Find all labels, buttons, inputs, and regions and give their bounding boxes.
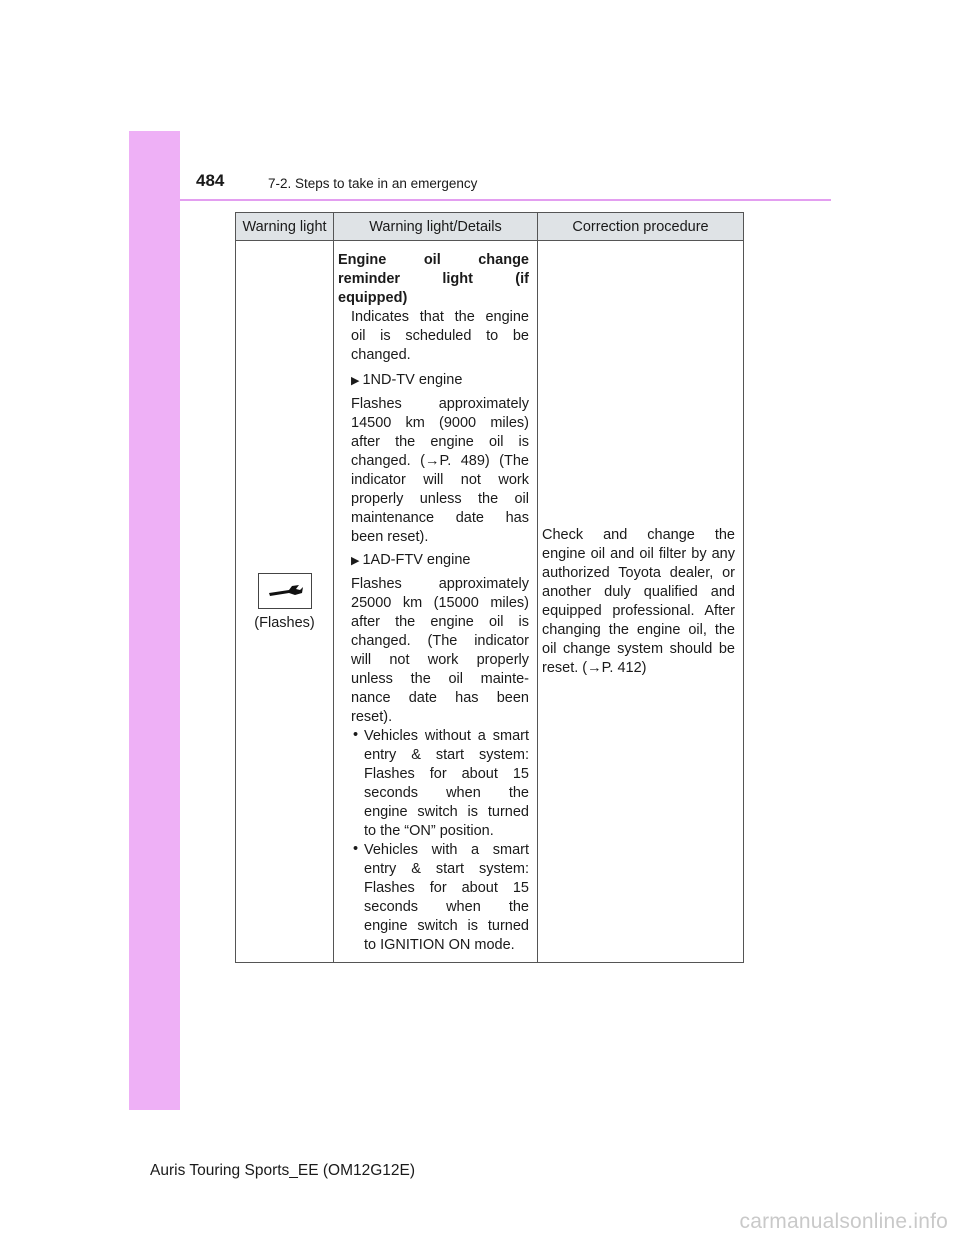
sub1-line: indicator will not work	[351, 472, 529, 488]
sub1-line: changed. (→P. 489) (The	[351, 453, 529, 469]
details-cell	[334, 241, 538, 963]
intro-line: changed.	[351, 347, 411, 363]
table-header-row	[236, 213, 744, 241]
sub1-line: Flashes approximately	[351, 396, 529, 412]
warning-light-table	[235, 212, 744, 963]
bullet-item: • Vehicles without a smart entry & start system: Flashes for about 15 seconds when the engine switch is turned to the “ON” position.	[353, 727, 529, 839]
sub1-line: properly unless the oil	[351, 491, 529, 507]
correction-line: equipped professional. After	[542, 602, 735, 619]
sub2-line: will not work properly	[351, 652, 529, 668]
intro-line: Indicates that the engine	[351, 309, 529, 325]
triangle-icon: ▶	[351, 555, 360, 567]
page-number: 484	[196, 171, 225, 190]
sub2-line: 25000 km (15000 miles)	[351, 595, 529, 611]
engine-subheading: ▶ 1AD-FTV engine	[351, 552, 471, 568]
watermark: carmanualsonline.info	[739, 1210, 948, 1233]
sub1-line: maintenance date has	[351, 510, 529, 526]
correction-line: reset. (→P. 412)	[542, 659, 647, 676]
sub1-line: been reset).	[351, 529, 429, 545]
icon-caption: (Flashes)	[254, 614, 315, 631]
sub2-line: after the engine oil is	[351, 614, 529, 630]
column-header: Correction procedure	[538, 213, 744, 241]
bullet-marker: •	[353, 727, 359, 743]
correction-line: another duly qualified and	[542, 583, 735, 600]
intro-line: oil is scheduled to be	[351, 328, 529, 344]
correction-line: changing the engine oil, the	[542, 621, 735, 638]
bullet-marker: •	[353, 841, 359, 857]
sub2-line: Flashes approximately	[351, 576, 529, 592]
correction-line: Check and change the	[542, 526, 735, 543]
section-title: 7-2. Steps to take in an emergency	[268, 176, 478, 191]
details-title-line: reminder light (if	[338, 271, 529, 287]
engine-subheading: ▶ 1ND-TV engine	[351, 372, 463, 388]
details-title-line: Engine oil change	[338, 252, 529, 268]
details-title-line: equipped)	[338, 290, 408, 306]
correction-line: oil change system should be	[542, 640, 735, 657]
sub2-line: reset).	[351, 709, 393, 725]
header-rule	[180, 199, 831, 201]
triangle-icon: ▶	[351, 375, 360, 387]
sub1-line: 14500 km (9000 miles)	[351, 415, 529, 431]
table-row	[236, 241, 744, 963]
warning-light-cell	[236, 241, 334, 963]
sub1-line: after the engine oil is	[351, 434, 529, 450]
correction-line: authorized Toyota dealer, or	[542, 564, 735, 581]
sub2-line: changed. (The indicator	[351, 633, 529, 649]
correction-line: engine oil and oil filter by any	[542, 545, 735, 562]
sub2-line: unless the oil mainte-	[351, 671, 529, 687]
side-tab	[129, 131, 180, 1110]
footer-title: Auris Touring Sports_EE (OM12G12E)	[150, 1162, 416, 1179]
column-header: Warning light/Details	[334, 213, 538, 241]
column-header: Warning light	[236, 213, 334, 241]
sub2-line: nance date has been	[351, 690, 529, 706]
bullet-item: • Vehicles with a smart entry & start system: Flashes for about 15 seconds when the engine switch is turned to IGNITION ON mode.	[353, 841, 529, 953]
wrench-icon	[258, 573, 312, 609]
correction-cell	[538, 241, 744, 963]
